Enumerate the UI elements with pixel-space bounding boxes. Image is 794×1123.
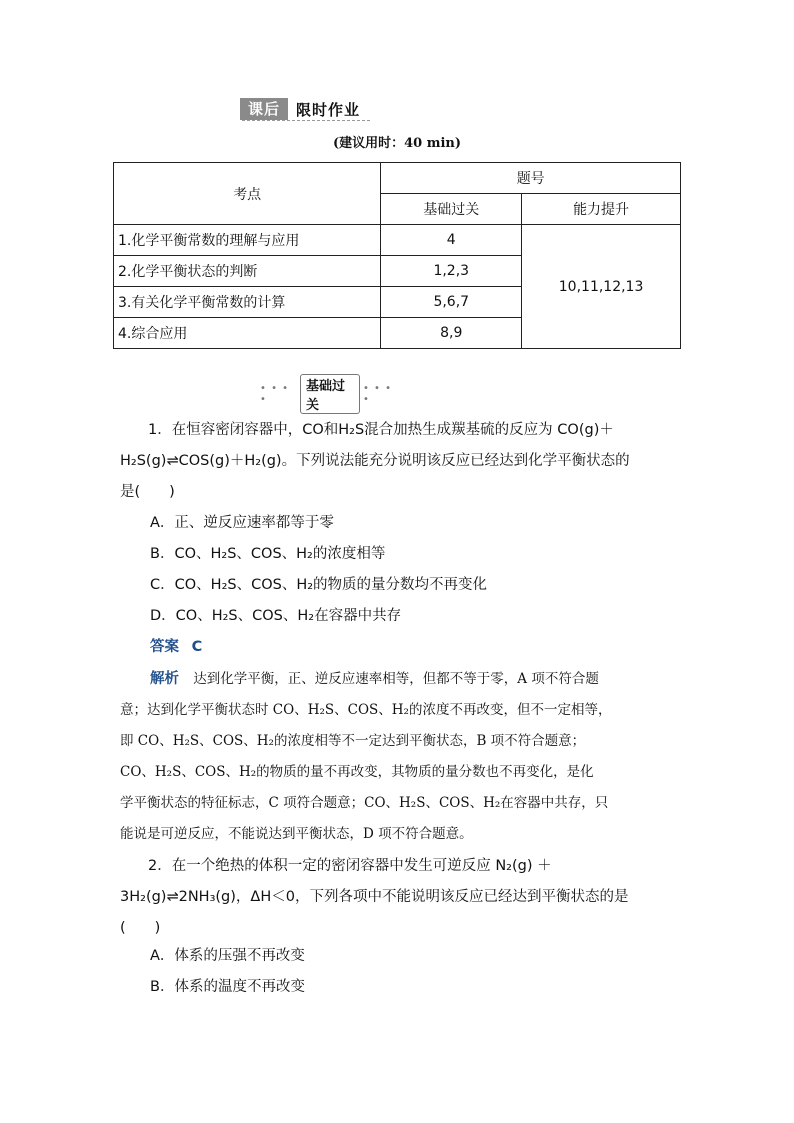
q2-option-a: A．体系的压强不再改变: [150, 948, 305, 964]
q2-line2: 3H₂(g)⇌2NH₃(g)，ΔH＜0，下列各项中不能说明该反应已经达到平衡状态的是: [120, 889, 629, 905]
header-title: 限时作业: [296, 100, 361, 119]
dots-right: • • • •: [362, 383, 393, 405]
q1-answer: [150, 636, 202, 658]
q2-line1: 2．在一个绝热的体积一定的密闭容器中发生可逆反应 N₂(g) ＋: [148, 858, 552, 874]
table-row: [114, 225, 681, 256]
analysis-label: 解析: [150, 671, 179, 687]
answer-label: 答案: [150, 639, 179, 655]
basic-section-header: [260, 379, 400, 413]
q1-analysis-line5: 学平衡状态的特征标志，C 项符合题意；CO、H₂S、COS、H₂在容器中共存，只: [120, 795, 609, 811]
basic-cell: 8,9: [381, 318, 522, 349]
q2-option-b: B．体系的温度不再改变: [150, 979, 305, 995]
header-basic: 基础过关: [381, 194, 522, 225]
topic-cell: 3.有关化学平衡常数的计算: [114, 287, 381, 318]
header-underline: [242, 120, 370, 121]
section-title: 基础过关: [300, 374, 360, 414]
topic-cell: 4.综合应用: [114, 318, 381, 349]
header-kaodian: 考点: [114, 163, 381, 225]
dots-left: • • • •: [260, 383, 290, 405]
header-tihao: 题号: [381, 163, 681, 194]
analysis-text-0: 达到化学平衡，正、逆反应速率相等，但都不等于零，A 项不符合题: [193, 671, 599, 687]
topic-cell: 2.化学平衡状态的判断: [114, 256, 381, 287]
q1-analysis-line2: 意；达到化学平衡状态时 CO、H₂S、COS、H₂的浓度不再改变，但不一定相等，: [120, 702, 612, 718]
q1-option-b: B．CO、H₂S、COS、H₂的浓度相等: [150, 546, 386, 562]
topic-cell: 1.化学平衡常数的理解与应用: [114, 225, 381, 256]
q1-option-a: A．正、逆反应速率都等于零: [150, 515, 334, 531]
q1-option-c: C．CO、H₂S、COS、H₂的物质的量分数均不再变化: [150, 577, 488, 593]
basic-cell: 4: [381, 225, 522, 256]
q1-line1: 1．在恒容密闭容器中，CO和H₂S混合加热生成羰基硫的反应为 CO(g)＋: [148, 422, 614, 438]
q1-analysis-line4: CO、H₂S、COS、H₂的物质的量不再改变，其物质的量分数也不再变化，是化: [120, 764, 594, 780]
q1-analysis-line3: 即 CO、H₂S、COS、H₂的浓度相等不一定达到平衡状态，B 项不符合题意；: [120, 733, 586, 749]
answer-value: C: [191, 639, 203, 655]
q1-analysis-line1: [150, 668, 599, 690]
q1-analysis-line6: 能说是可逆反应，不能说达到平衡状态，D 项不符合题意。: [120, 826, 473, 842]
topic-table: [113, 162, 681, 349]
basic-cell: 1,2,3: [381, 256, 522, 287]
section-header: [240, 98, 360, 120]
q2-line3: ( ): [120, 920, 161, 936]
basic-cell: 5,6,7: [381, 287, 522, 318]
q1-line3: 是( ): [120, 484, 175, 500]
header-advanced: 能力提升: [522, 194, 681, 225]
time-note: (建议用时：40 min): [332, 136, 462, 151]
header-badge: 课后: [240, 98, 288, 120]
q1-option-d: D．CO、H₂S、COS、H₂在容器中共存: [150, 608, 402, 624]
advanced-cell: 10,11,12,13: [522, 225, 681, 349]
q1-line2: H₂S(g)⇌COS(g)＋H₂(g)。下列说法能充分说明该反应已经达到化学平衡状态的: [120, 453, 630, 469]
